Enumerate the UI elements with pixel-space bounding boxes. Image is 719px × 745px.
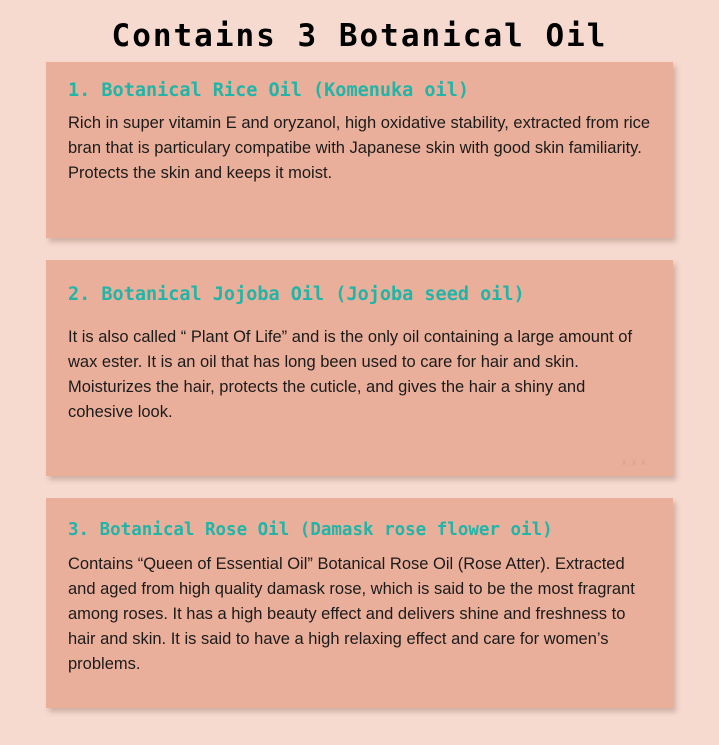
list-item [46, 260, 673, 476]
page-title: Contains 3 Botanical Oil [111, 18, 608, 54]
card-body-text: It is also called “ Plant Of Life” and is the only oil containing a large amount of wax ester. It is an oil that has long been used to care for hair and skin. Moisturizes the hair, protects the cuticle, and gives the hair a shiny and cohesive look. [68, 328, 633, 422]
list-item [46, 62, 673, 238]
oil-card-list [0, 62, 719, 708]
card-heading: 3. Botanical Rose Oil (Damask rose flower oil) [68, 520, 553, 540]
list-item [46, 498, 673, 708]
card-heading: 1. Botanical Rice Oil (Komenuka oil) [68, 80, 469, 101]
card-body-text: Rich in super vitamin E and oryzanol, high oxidative stability, extracted from rice bran that is particulary compatibe with Japanese skin with good skin familiarity. Protects the skin and keeps it moist. [68, 114, 651, 183]
card-heading: 2. Botanical Jojoba Oil (Jojoba seed oil) [68, 284, 525, 305]
card-body-text: Contains “Queen of Essential Oil” Botanical Rose Oil (Rose Atter). Extracted and aged from high quality damask rose, which is said to be the most fragrant among roses. It has a high beauty effect and delivers shine and freshness to hair and skin. It is said to have a high relaxing effect and care for women’s problems. [68, 555, 635, 674]
watermark-text: x x x [621, 457, 647, 468]
